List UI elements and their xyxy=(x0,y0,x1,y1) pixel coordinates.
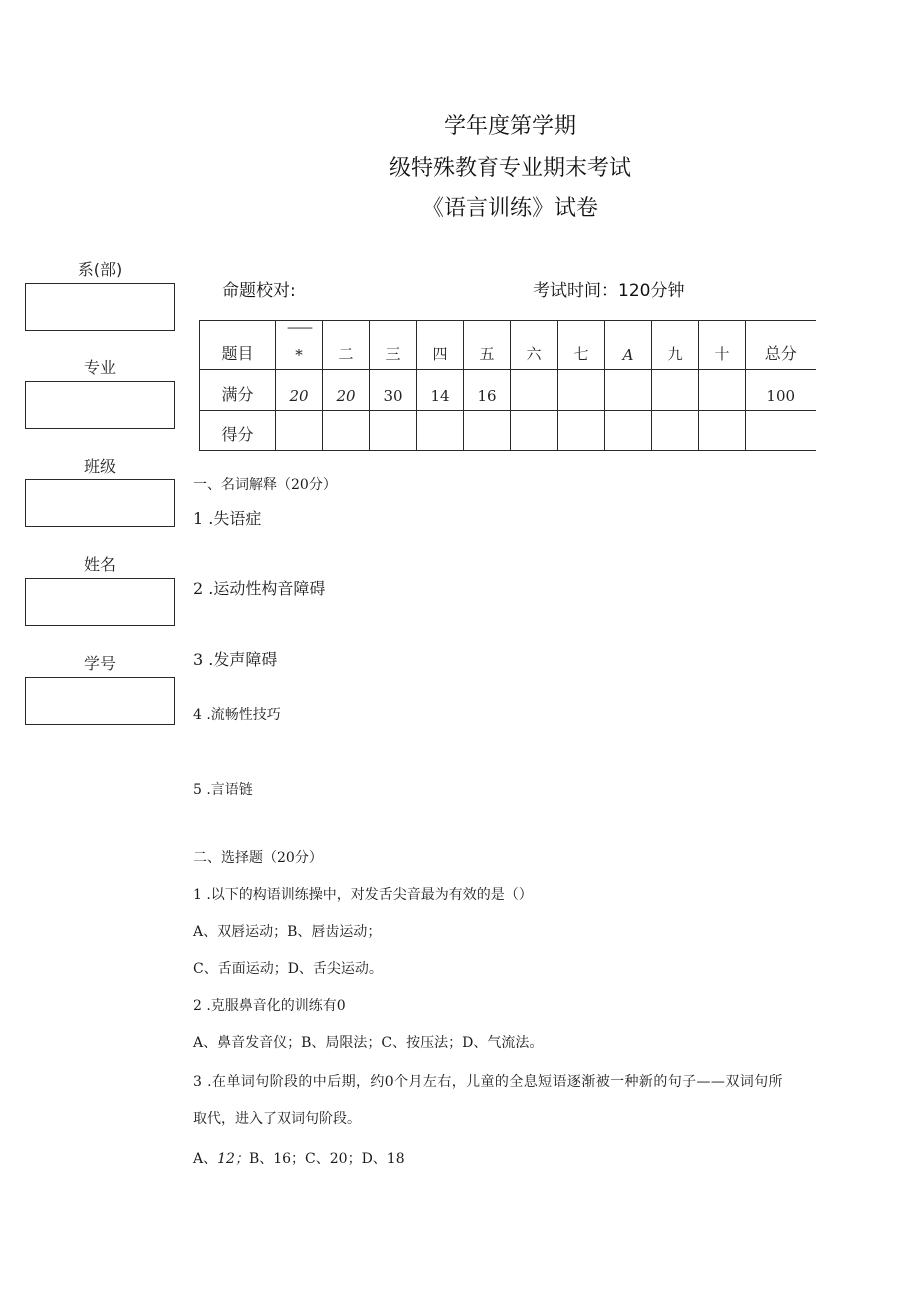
full-marks-q7 xyxy=(558,370,605,411)
score-cell xyxy=(323,411,370,451)
department-box xyxy=(25,283,175,331)
table-header-row xyxy=(200,321,816,370)
header-cell-q4: 四 xyxy=(417,321,464,370)
score-label: 得分 xyxy=(200,411,276,451)
name-box xyxy=(25,578,175,626)
major-box xyxy=(25,381,175,429)
score-cell xyxy=(605,411,652,451)
full-marks-q2: 20 xyxy=(323,370,370,411)
question-1-stem: 1 .以下的构语训练操中，对发舌尖音最为有效的是（） xyxy=(193,887,533,903)
header-cell-subject: 题目 xyxy=(200,321,276,370)
question-3-option-a-value: 12； xyxy=(217,1151,249,1167)
header-cell-q7: 七 xyxy=(558,321,605,370)
full-marks-q4: 14 xyxy=(417,370,464,411)
full-marks-q6 xyxy=(511,370,558,411)
full-marks-q9 xyxy=(652,370,699,411)
header-q1-dash: —— xyxy=(287,320,311,336)
score-cell-total xyxy=(746,411,816,451)
score-cell xyxy=(417,411,464,451)
full-marks-total: 100 xyxy=(746,370,816,411)
term-item-1: 1 .失语症 xyxy=(193,509,262,528)
proofreader-label: 命题校对: xyxy=(222,281,296,301)
score-cell xyxy=(370,411,417,451)
question-3-options-rest: B、16；C、20；D、18 xyxy=(248,1151,405,1167)
title-line-3: 《语言训练》试卷 xyxy=(421,196,598,221)
term-item-4: 4 .流畅性技巧 xyxy=(193,707,281,723)
header-cell-q8: A xyxy=(605,321,652,370)
question-3-options xyxy=(193,1150,405,1168)
header-cell-q3: 三 xyxy=(370,321,417,370)
full-marks-q5: 16 xyxy=(464,370,511,411)
department-label: 系(部) xyxy=(77,260,123,279)
score-cell xyxy=(511,411,558,451)
title-line-1: 学年度第学期 xyxy=(443,114,576,139)
header-cell-q1 xyxy=(276,321,323,370)
header-cell-q6: 六 xyxy=(511,321,558,370)
full-marks-label: 满分 xyxy=(200,370,276,411)
header-cell-q10: 十 xyxy=(699,321,746,370)
full-marks-q10 xyxy=(699,370,746,411)
score-cell xyxy=(699,411,746,451)
table-row-full-marks xyxy=(200,370,816,411)
header-cell-q2: 二 xyxy=(323,321,370,370)
question-1-options-line-2: C、舌面运动；D、舌尖运动。 xyxy=(193,961,383,977)
header-cell-q9: 九 xyxy=(652,321,699,370)
question-3-stem-line-2: 取代，进入了双词句阶段。 xyxy=(193,1111,361,1127)
title-line-2: 级特殊教育专业期末考试 xyxy=(388,156,631,181)
question-2-stem: 2 .克服鼻音化的训练有0 xyxy=(193,998,346,1014)
exam-time: 考试时间：120分钟 xyxy=(533,281,685,301)
question-3-option-a-prefix: A、 xyxy=(193,1151,218,1167)
question-1-options-line-1: A、双唇运动；B、唇齿运动； xyxy=(193,924,382,940)
term-item-5: 5 .言语链 xyxy=(193,782,253,798)
header-cell-total: 总分 xyxy=(746,321,816,370)
score-cell xyxy=(276,411,323,451)
section-one-heading: 一、名词解释（20分） xyxy=(193,477,337,493)
score-cell xyxy=(558,411,605,451)
header-cell-q5: 五 xyxy=(464,321,511,370)
term-item-3: 3 .发声障碍 xyxy=(193,650,278,669)
score-table xyxy=(199,320,816,451)
class-label: 班级 xyxy=(83,457,116,476)
table-row-score xyxy=(200,411,816,451)
student-id-label: 学号 xyxy=(83,654,116,673)
major-label: 专业 xyxy=(83,358,116,377)
term-item-2: 2 .运动性构音障碍 xyxy=(193,579,326,598)
score-cell xyxy=(464,411,511,451)
student-id-box xyxy=(25,677,175,725)
section-two-heading: 二、选择题（20分） xyxy=(193,850,323,866)
score-cell xyxy=(652,411,699,451)
name-label: 姓名 xyxy=(83,555,116,574)
full-marks-q1: 20 xyxy=(276,370,323,411)
question-3-stem-line-1: 3 .在单词句阶段的中后期，约0个月左右，儿童的全息短语逐渐被一种新的句子——双词句所 xyxy=(193,1074,783,1090)
full-marks-q8 xyxy=(605,370,652,411)
class-box xyxy=(25,479,175,527)
question-2-options: A、鼻音发音仪；B、局限法；C、按压法；D、气流法。 xyxy=(193,1035,544,1051)
header-q1-star: * xyxy=(295,346,303,364)
full-marks-q3: 30 xyxy=(370,370,417,411)
